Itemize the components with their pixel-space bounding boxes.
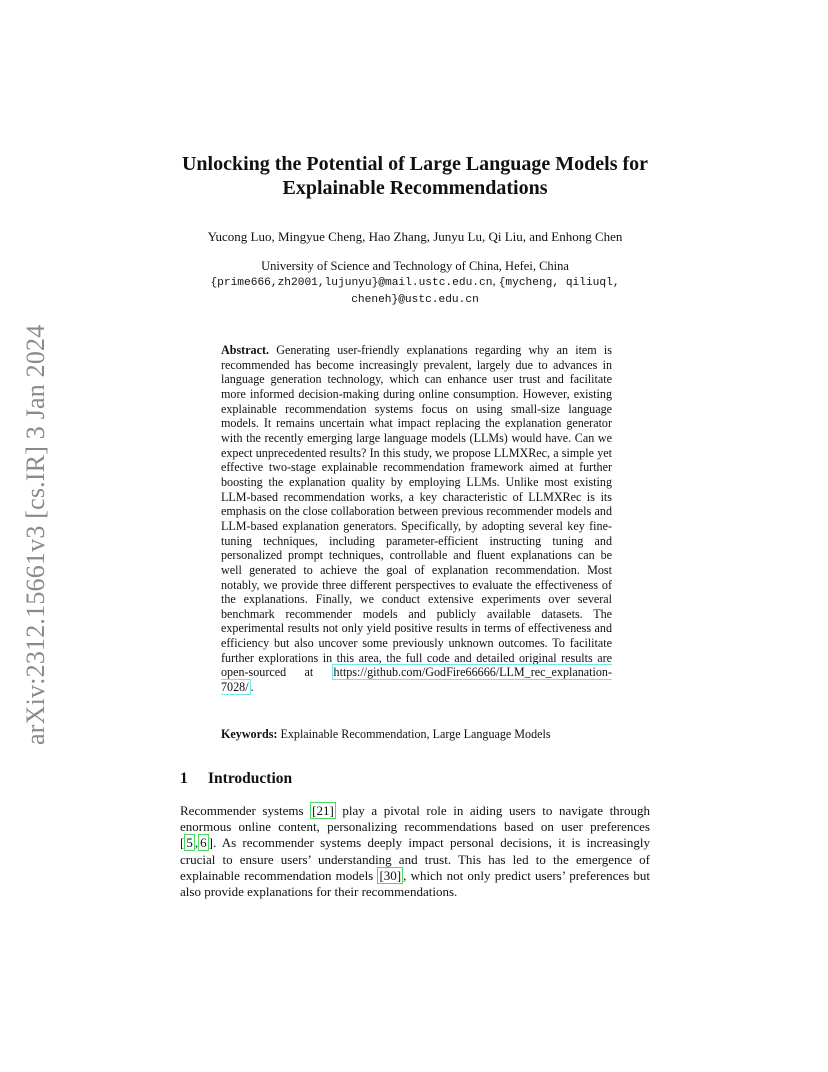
email-group-a: {prime666,zh2001,lujunyu}@mail.ustc.edu.cn	[210, 277, 493, 289]
abstract	[221, 343, 612, 695]
keywords-label: Keywords:	[221, 727, 278, 741]
affiliation-block	[180, 259, 650, 308]
abstract-end: .	[250, 680, 254, 695]
intro-text-3: . As recommender systems deeply impact personal decisions, it is increasingly crucial to ensure users’ understanding and trust. This has led to the emergence of explainable recommendation models	[180, 835, 650, 883]
citation-link-21[interactable]: [21]	[312, 803, 334, 818]
keywords-text: Explainable Recommendation, Large Language Models	[280, 727, 551, 741]
code-repository-link[interactable]: https://github.com/GodFire66666/LLM_rec_explanation-7028/	[221, 665, 612, 695]
intro-text-2: play a pivotal role in aiding users to navigate through enormous online content, personalizing recommendations based on user preferences	[180, 803, 651, 835]
author-list: Yucong Luo, Mingyue Cheng, Hao Zhang, Junyu Lu, Qi Liu, and Enhong Chen	[207, 229, 623, 244]
section-number: 1	[180, 770, 188, 787]
intro-text-4: , which not only predict users’ preferences but also provide explanations for their recommendations.	[180, 867, 651, 900]
citation-separator: ,	[194, 835, 199, 851]
section-heading-introduction	[180, 770, 650, 788]
abstract-text: Generating user-friendly explanations regarding why an item is recommended has become increasingly prevalent, largely due to advances in language generation technology, which can enhance user trust and facilitate more informed decision-making during online consumption. However, existing explainable recommendation systems focus on using small-size language models. It remains uncertain what impact replacing the explanation generator with the recently emerging large language models (LLMs) would have. Can we expect unprecedented results? In this study, we propose LLMXRec, a simple yet effective two-stage explainable recommendation framework aimed at further boosting the explanation quality by employing LLMs. Unlike most existing LLM-based recommendation works, a key characteristic of LLMXRec is its emphasis on the close collaboration between previous recommender models and LLM-based explanation generators. Specifically, by adopting several key fine-tuning techniques, including parameter-efficient instructing tuning and personalized prompt techniques, controllable and fluent explanations can be well generated to achieve the goal of explanation recommendation. Most notably, we provide three different perspectives to evaluate the effectiveness of the explanations. Finally, we conduct extensive experiments over several benchmark recommender models and publicly available datasets. The experimental results not only yield positive results in terms of effectiveness and efficiency but also uncover some previously unknown outcomes. To facilitate further explorations in this area, the full code and detailed original results are open-sourced at	[221, 343, 612, 680]
arxiv-identifier: arXiv:2312.15661v3 [cs.IR] 3 Jan 2024	[21, 324, 50, 745]
institution: University of Science and Technology of China, Hefei, China	[261, 259, 569, 273]
email-line-2	[180, 291, 650, 308]
section-title: Introduction	[208, 770, 293, 787]
citation-link-6[interactable]: 6	[200, 835, 207, 851]
keywords	[221, 727, 612, 742]
citation-link-5[interactable]: 5	[186, 835, 193, 851]
citation-bracket-open: [	[180, 835, 185, 851]
abstract-label: Abstract.	[221, 343, 270, 357]
email-separator: ,	[492, 274, 499, 288]
citation-bracket-close: ]	[208, 835, 213, 851]
paper-title: Unlocking the Potential of Large Language Models for Explainable Recommendations	[181, 153, 649, 199]
introduction-paragraph	[180, 803, 650, 900]
citation-link-30[interactable]: [30]	[379, 867, 402, 883]
email-group-c: cheneh}@ustc.edu.cn	[351, 294, 479, 306]
email-line-1	[180, 274, 650, 291]
email-group-b: {mycheng, qiliuql,	[498, 277, 620, 289]
intro-text-1: Recommender systems	[180, 803, 304, 818]
